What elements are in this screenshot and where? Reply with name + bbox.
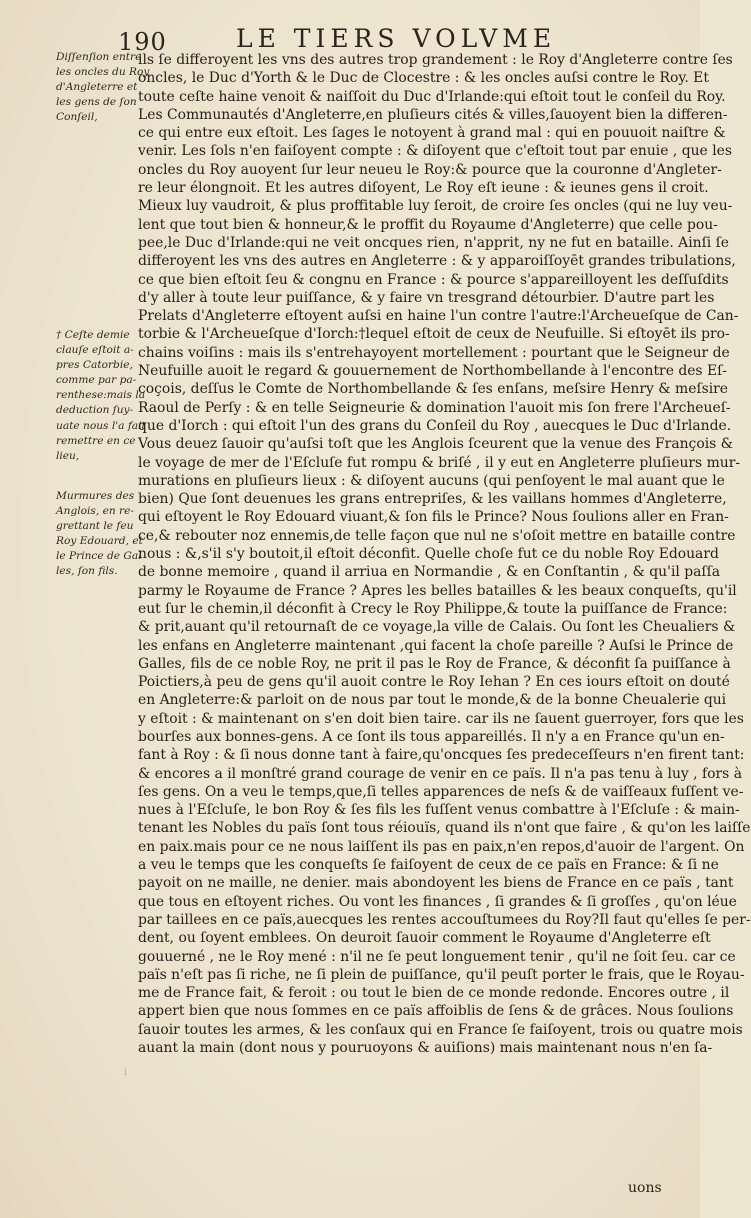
- margin-note-line: † Ceſte demie: [56, 329, 130, 341]
- body-line: bourſes aux bonnes-gens. A ce ſont ils tous appareillés. Il n'y a en France qu'un en-: [138, 728, 725, 745]
- body-line: de bonne memoire , quand il arriua en Normandie , & en Conſtantin , & qu'il paſſa: [138, 564, 720, 581]
- body-line: me de France fait, & feroit : ou tout le bien de ce monde redonde. Encores outre , il: [138, 985, 730, 1002]
- body-line: tenant les Nobles du païs ſont tous réiouïs, quand ils n'ont que faire , & qu'on les laiſſe: [138, 820, 751, 837]
- body-line: Galles, fils de ce noble Roy, ne prit il pas le Roy de France, & déconfit ſa puiſſance à: [138, 655, 731, 672]
- body-line: venir. Les ſols n'en faiſoyent compte : & diſoyent que c'eſtoit tout par enuie , que les: [138, 143, 732, 160]
- margin-note-line: les gens de ſon: [56, 96, 137, 109]
- body-line: les enfans en Angleterre maintenant ,qui facent la choſe pareille ? Auſsi le Prince de: [138, 637, 734, 654]
- margin-note-line: grettant le feu: [56, 520, 134, 533]
- body-line: y eſtoit : & maintenant on s'en doit bien taire. car ils ne ſauent guerroyer, fors que les: [138, 710, 744, 727]
- body-line: le voyage de mer de l'Eſcluſe fut rompu & briſé , il y eut en Angleterre pluſieurs mur-: [138, 454, 741, 471]
- body-line: coçois, deſſus le Comte de Northombellande & ſes enſans, meſsire Henry & meſsire: [138, 381, 729, 398]
- body-line: Les Communautés d'Angleterre,en pluſieurs cités & villes,ſauoyent bien la differen-: [138, 106, 728, 123]
- margin-note-line: Conſeil,: [56, 111, 98, 124]
- body-line: païs n'eſt pas ſi riche, ne ſi plein de puiſſance, qu'il peuſt porter le frais, que le Royau-: [138, 966, 745, 983]
- body-line: fant à Roy : & ſi nous donne tant à faire,qu'oncques ſes predeceſſeurs n'en firent tant:: [138, 747, 745, 764]
- margin-note-line: clauſe eſtoit a-: [56, 344, 134, 357]
- body-line: que d'Iorch : qui eſtoit l'un des grans du Conſeil du Roy , auecques le Duc d'Irlande.: [138, 417, 732, 434]
- margin-note-line: uate nous l'a fait: [56, 419, 146, 432]
- body-line: murations en pluſieurs lieux : & diſoyent aucuns (qui penſoyent le mal auant que le: [138, 472, 725, 489]
- margin-note-line: Murmures des: [56, 490, 135, 502]
- body-line: Prelats d'Angleterre eſtoyent auſsi en haine l'un contre l'autre:l'Archeueſque de Can-: [138, 308, 739, 325]
- running-title: LE TIERS VOLVME: [236, 24, 557, 53]
- margin-note-line: comme par pa-: [56, 374, 137, 387]
- body-line: & prit,auant qu'il retournaſt de ce voyage,la ville de Calais. Ou ſont les Cheualiers &: [138, 619, 736, 636]
- body-line: payoit on ne maille, ne denier. mais abondoyent les biens de France en ce païs , tant: [138, 875, 734, 892]
- margin-note: [56, 489, 143, 580]
- body-line: ſauoir toutes les armes, & les conſaux qui en France ſe faiſoyent, trois ou quatre mois: [138, 1021, 743, 1038]
- body-line: ce qui entre eux eſtoit. Les ſages le notoyent à grand mal : qui en pouuoit naiſtre &: [138, 125, 726, 142]
- body-line: que tous en eſtoyent riches. Ou vont les finances , ſi grandes & ſi groſſes , qu'on léue: [138, 893, 737, 910]
- margin-note-line: le Prince de Gal: [56, 550, 142, 563]
- body-line: torbie & l'Archeueſque d'Iorch:†lequel eſtoit de ceux de Neufuille. Si eſtoyēt ils pro-: [138, 326, 730, 343]
- body-line: a veu le temps que les conqueſts ſe faiſoyent de ceux de ce païs en France: & ſi ne: [138, 857, 719, 874]
- margin-note-line: renthese:mais la: [56, 389, 146, 402]
- body-line: auant la main (dont nous y pouruoyons & auiſions) mais maintenant nous n'en ſa-: [138, 1040, 713, 1057]
- body-line: lent que tout bien & honneur,& le proffit du Royaume d'Angleterre) que celle pou-: [138, 216, 718, 233]
- body-line: ce que bien eſtoit ſeu & congnu en France : & pource s'appareilloyent les deſſuſdits: [138, 271, 729, 288]
- margin-note: [56, 50, 150, 125]
- body-line: Mieux luy vaudroit, & plus proffitable luy ſeroit, de croire ſes oncles (qui ne luy veu-: [138, 198, 733, 215]
- body-line: parmy le Royaume de France ? Apres les belles batailles & les beaux conqueſts, qu'il: [138, 582, 737, 599]
- page-number: 190: [118, 28, 167, 56]
- body-line: qui eſtoyent le Roy Edouard viuant,& ſon fils le Prince? Nous ſoulions aller en Fran-: [138, 509, 729, 526]
- body-line: Poictiers,à peu de gens qu'il auoit contre le Roy Iehan ? En ces iours eſtoit on douté: [138, 674, 730, 691]
- body-line: re leur élongnoit. Et les autres diſoyent, Le Roy eſt ieune : & ieunes gens il croit.: [138, 180, 709, 197]
- body-line: par taillees en ce païs,auecques les rentes accouſtumees du Roy?Il faut qu'elles ſe per-: [138, 911, 751, 928]
- margin-note-line: les, ſon fils.: [56, 565, 118, 578]
- catchword: uons: [628, 1180, 662, 1196]
- body-line: en Angleterre:& parloit on de nous par tout le monde,& de la bonne Cheualerie qui: [138, 692, 727, 709]
- body-line: nous : &,s'il s'y boutoit,il eſtoit déconfit. Quelle choſe fut ce du noble Roy Edouard: [138, 546, 719, 563]
- body-line: pee,le Duc d'Irlande:qui ne veit oncques rien, n'apprit, ny ne fut en bataille. Ainſi ſe: [138, 234, 729, 251]
- body-line: Vous deuez ſauoir qu'auſsi toſt que les Anglois ſceurent que la venue des François &: [138, 436, 734, 453]
- body-line: oncles, le Duc d'Yorth & le Duc de Clocestre : & les oncles auſsi contre le Roy. Et: [138, 70, 709, 87]
- body-line: oncles du Roy auoyent ſur leur neueu le Roy:& pource que la couronne d'Angleter-: [138, 161, 722, 178]
- margin-note-line: pres Catorbie,: [56, 359, 133, 372]
- body-line: bien) Que ſont deuenues les grans entrepriſes, & les vaillans hommes d'Angleterre,: [138, 491, 727, 508]
- margin-note-line: lieu,: [56, 449, 80, 462]
- margin-note-line: Diſſenſion entre: [56, 51, 142, 63]
- gutter-mark: i: [124, 1068, 127, 1078]
- body-line: & encores a il monſtré grand courage de venir en ce païs. Il n'a pas tenu à luy , fors à: [138, 765, 742, 782]
- body-line: gouuerné , ne le Roy mené : n'il ne ſe peut longuement tenir , qu'il ne ſoit ſeu. car ce: [138, 948, 736, 965]
- margin-note: [56, 328, 146, 464]
- body-line: d'y aller à toute leur puiſſance, & y faire vn tresgrand détourbier. D'autre part les: [138, 289, 715, 306]
- body-line: ce,& rebouter noz ennemis,de telle façon que nul ne s'oſoit mettre en bataille contre: [138, 527, 736, 544]
- body-line: differoyent les vns des autres en Angleterre : & y apparoiſſoyēt grandes tribulations,: [138, 253, 736, 270]
- body-line: Neufuille auoit le regard & gouuernement de Northombellande à l'encontre des Eſ-: [138, 363, 727, 380]
- margin-note-line: remettre en ce: [56, 434, 136, 447]
- margin-note-line: les oncles du Roy: [56, 66, 150, 79]
- body-line: chains voiſins : mais ils s'entrehayoyent mortellement : pourtant que le Seigneur de: [138, 344, 730, 361]
- body-line: dent, ou ſoyent emblees. On deuroit ſauoir comment le Royaume d'Angleterre eſt: [138, 930, 711, 947]
- body-line: ils ſe differoyent les vns des autres trop grandement : le Roy d'Angleterre contre ſes: [138, 52, 733, 68]
- body-line: en paix.mais pour ce ne nous laiſſent ils pas en paix,n'en repos,d'auoir de l'argent. On: [138, 838, 745, 855]
- margin-note-line: Roy Edouard, et: [56, 535, 143, 548]
- body-line: ſes gens. On a veu le temps,que,ſi telles apparences de neſs & de vaiſſeaux fuſſent ve-: [138, 783, 744, 800]
- body-line: appert bien que nous ſommes en ce païs affoiblis de ſens & de grâces. Nous ſoulions: [138, 1003, 734, 1020]
- margin-note-line: d'Angleterre et: [56, 81, 138, 94]
- body-line: Raoul de Perſy : & en telle Seigneurie & domination l'auoit mis ſon frere l'Archeueſ-: [138, 399, 731, 416]
- body-line: nues à l'Eſcluſe, le bon Roy & ſes fils les fuſſent venus combattre à l'Eſcluſe : & main-: [138, 802, 740, 819]
- body-text: [138, 51, 751, 1057]
- margin-note-line: deduction ſuy-: [56, 404, 134, 417]
- body-line: toute ceſte haine venoit & naiſſoit du Duc d'Irlande:qui eſtoit tout le conſeil du Roy.: [138, 88, 726, 105]
- margin-note-line: Anglois, en re-: [56, 505, 134, 518]
- body-line: eut ſur le chemin,il déconfit à Crecy le Roy Philippe,& toute la puiſſance de France:: [138, 600, 728, 617]
